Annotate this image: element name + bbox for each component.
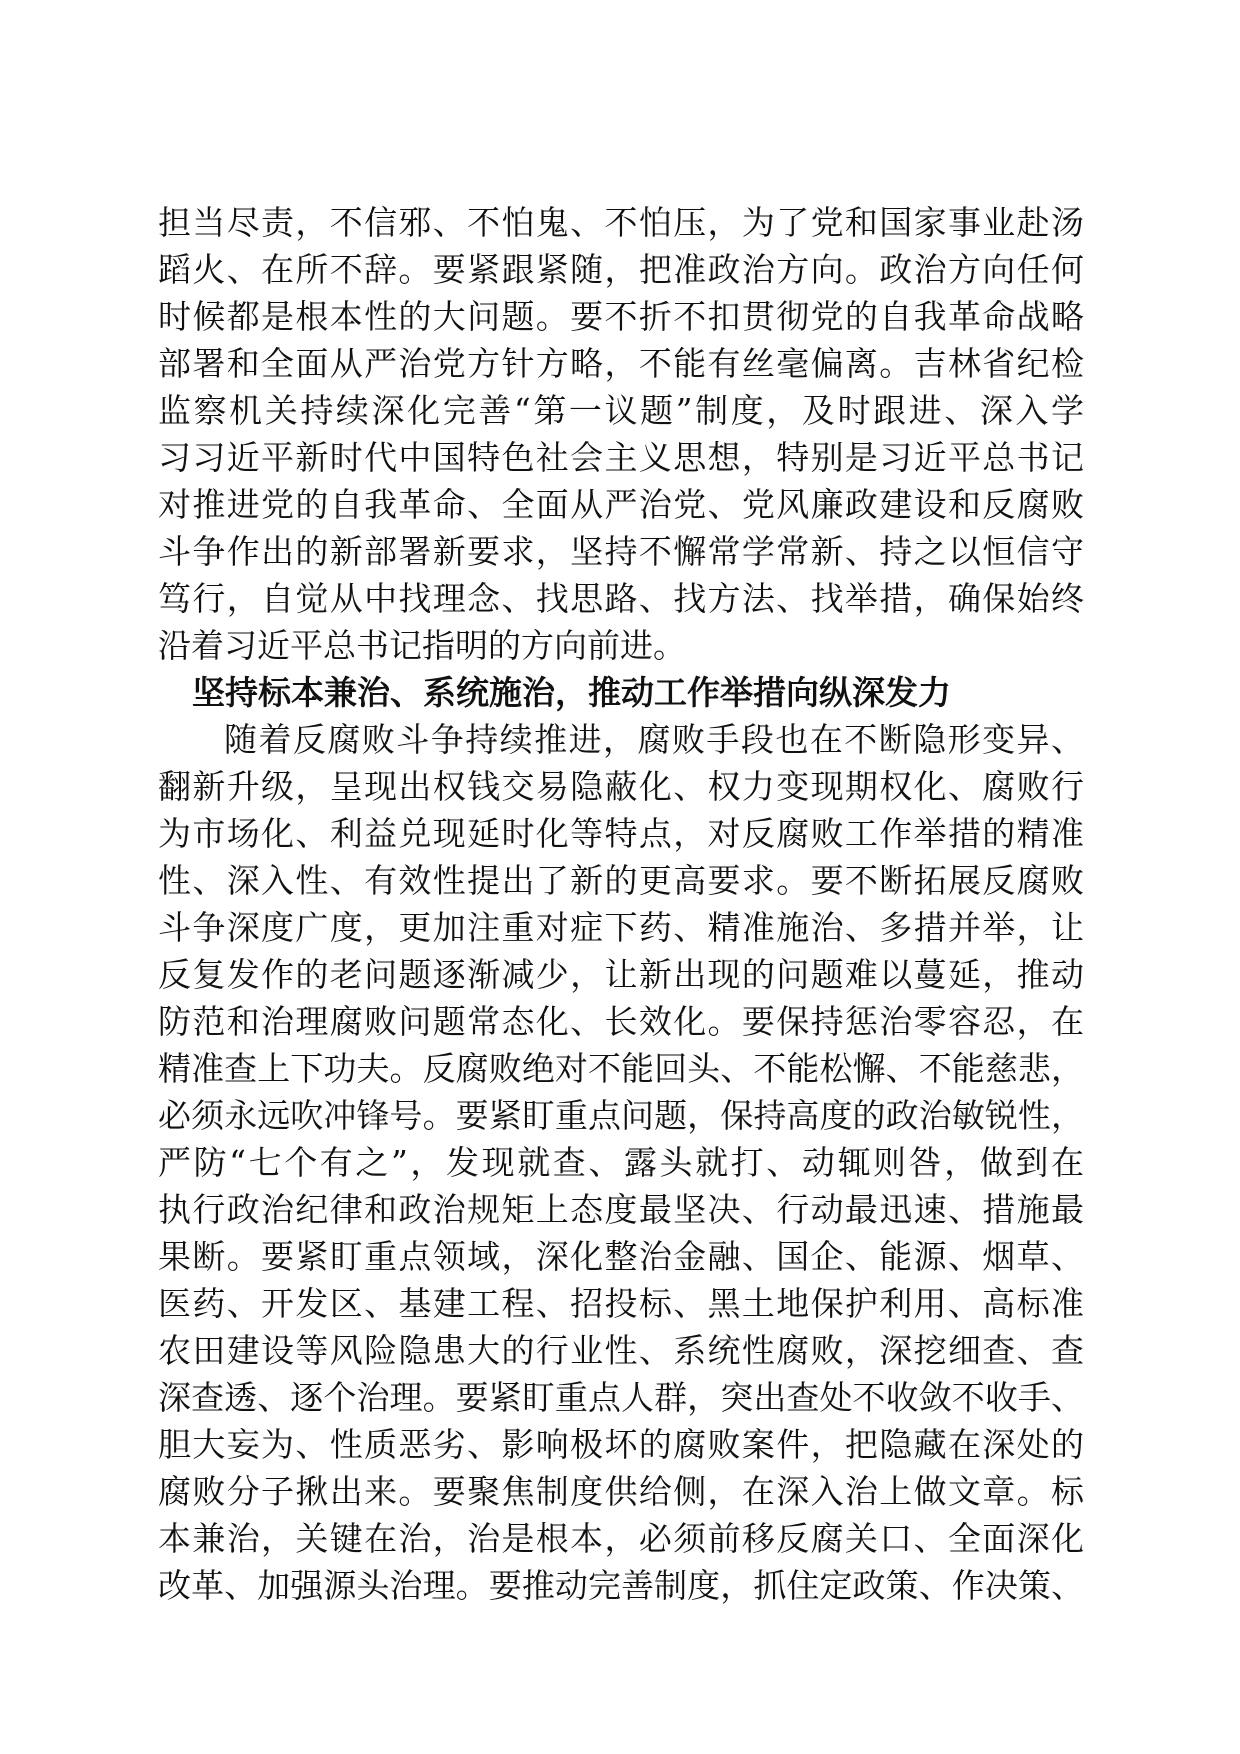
text-line: 笃行，自觉从中找理念、找思路、找方法、找举措，确保始终 (158, 579, 1084, 618)
text-line: 监察机关持续深化完善“第一议题”制度，及时跟进、深入学 (158, 391, 1084, 430)
text-line: 沿着习近平总书记指明的方向前进。 (158, 626, 686, 665)
text-line: 精准查上下功夫。反腐败绝对不能回头、不能松懈、不能慈悲， (158, 1049, 1084, 1088)
text-line: 随着反腐败斗争持续推进，腐败手段也在不断隐形变异、 (224, 720, 1084, 759)
text-line: 腐败分子揪出来。要聚焦制度供给侧，在深入治上做文章。标 (158, 1472, 1084, 1511)
text-line: 医药、开发区、基建工程、招投标、黑土地保护利用、高标准 (158, 1284, 1084, 1323)
text-line: 本兼治，关键在治，治是根本，必须前移反腐关口、全面深化 (158, 1519, 1084, 1558)
text-line: 果断。要紧盯重点领域，深化整治金融、国企、能源、烟草、 (158, 1237, 1084, 1276)
text-line: 反复发作的老问题逐渐减少，让新出现的问题难以蔓延，推动 (158, 955, 1084, 994)
text-line: 翻新升级，呈现出权钱交易隐蔽化、权力变现期权化、腐败行 (158, 767, 1084, 806)
text-line: 执行政治纪律和政治规矩上态度最坚决、行动最迅速、措施最 (158, 1190, 1084, 1229)
text-line: 农田建设等风险隐患大的行业性、系统性腐败，深挖细查、查 (158, 1331, 1084, 1370)
text-line: 严防“七个有之”，发现就查、露头就打、动辄则咎，做到在 (158, 1143, 1084, 1182)
text-line: 时候都是根本性的大问题。要不折不扣贯彻党的自我革命战略 (158, 297, 1084, 336)
text-line: 改革、加强源头治理。要推动完善制度，抓住定政策、作决策、 (158, 1566, 1084, 1605)
paragraph-political-direction (158, 199, 1084, 669)
text-line: 为市场化、利益兑现延时化等特点，对反腐败工作举措的精准 (158, 814, 1084, 853)
text-line: 担当尽责，不信邪、不怕鬼、不怕压，为了党和国家事业赴汤 (158, 203, 1084, 242)
text-line: 习习近平新时代中国特色社会主义思想，特别是习近平总书记 (158, 438, 1084, 477)
document-body (158, 199, 1084, 1609)
text-line: 防范和治理腐败问题常态化、长效化。要保持惩治零容忍，在 (158, 1002, 1084, 1041)
section-heading: 坚持标本兼治、系统施治，推动工作举措向纵深发力 (192, 673, 951, 712)
text-line: 蹈火、在所不辞。要紧跟紧随，把准政治方向。政治方向任何 (158, 250, 1084, 289)
text-line: 深查透、逐个治理。要紧盯重点人群，突出查处不收敛不收手、 (158, 1378, 1084, 1417)
text-line: 部署和全面从严治党方针方略，不能有丝毫偏离。吉林省纪检 (158, 344, 1084, 383)
text-line: 对推进党的自我革命、全面从严治党、党风廉政建设和反腐败 (158, 485, 1084, 524)
text-line: 必须永远吹冲锋号。要紧盯重点问题，保持高度的政治敏锐性， (158, 1096, 1084, 1135)
paragraph-anti-corruption (158, 716, 1084, 1609)
text-line: 斗争作出的新部署新要求，坚持不懈常学常新、持之以恒信守 (158, 532, 1084, 571)
text-line: 斗争深度广度，更加注重对症下药、精准施治、多措并举，让 (158, 908, 1084, 947)
text-line: 性、深入性、有效性提出了新的更高要求。要不断拓展反腐败 (158, 861, 1084, 900)
text-line: 胆大妄为、性质恶劣、影响极坏的腐败案件，把隐藏在深处的 (158, 1425, 1084, 1464)
